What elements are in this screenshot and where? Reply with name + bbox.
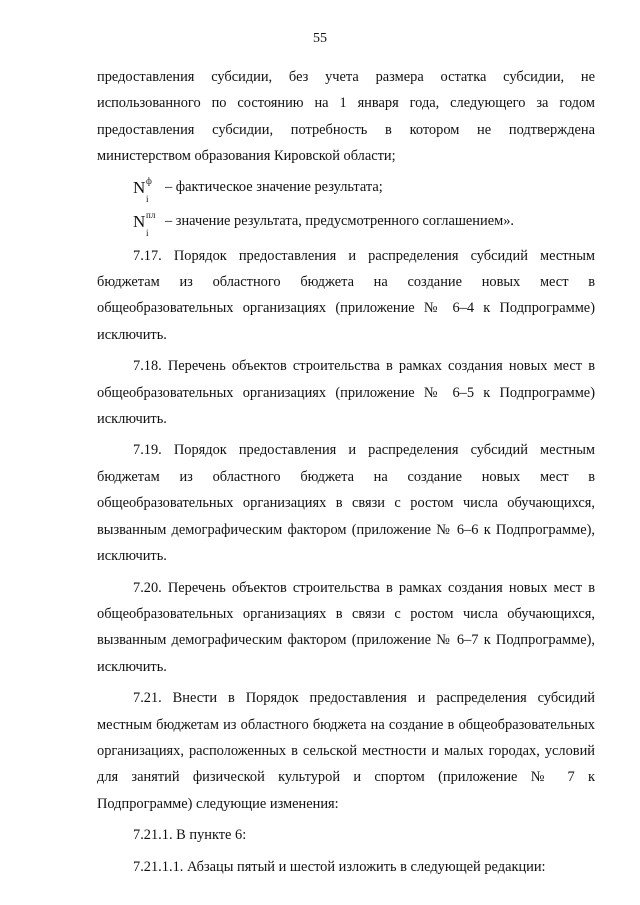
formula-description: – значение результата, предусмотренного соглашением». [165,213,514,230]
paragraph-7-17: 7.17. Порядок предоставления и распределения субсидий местным бюджетам из областного бюджета на создание новых мест в общеобразовательных организациях (приложение № 6–4 к Подпрограмме) исключить. [97,247,595,343]
intro-line-1: предоставления субсидии, без учета размера остатка субсидии, не [97,69,595,85]
intro-line-3: предоставления субсидии, потребность в котором не подтверждена [97,121,595,138]
paragraph-7-19: 7.19. Порядок предоставления и распределения субсидий местным бюджетам из областного бюджета на создание новых мест в общеобразовательных организациях в связи с ростом числа обучающихся, вызванным демографическим фактором (приложение № 6–6 к Подпрограмме), исключить. [97,442,595,565]
formula-description: – фактическое значение результата; [165,179,383,196]
paragraph-7-18: 7.18. Перечень объектов строительства в рамках создания новых мест в общеобразовательных организациях (приложение № 6–5 к Подпрограмме) исключить. [97,358,595,428]
paragraph-7-21-1-1: 7.21.1.1. Абзацы пятый и шестой изложить в следующей редакции: [133,858,546,875]
intro-line-2: использованного по состоянию на 1 января года, следующего за годом [97,95,595,112]
formula-actual [133,170,595,204]
intro-line-4: министерством образования Кировской области; [97,148,396,165]
paragraph-7-21: 7.21. Внести в Порядок предоставления и распределения субсидий местным бюджетам из областного бюджета на создание в общеобразовательных организациях, расположенных в сельской местности и малых городах, условий для занятий физической культурой и спортом (приложение № 7 к Подпрограмме) следующие изменения: [97,690,595,812]
formula-symbol: N пл i [133,209,156,238]
formula-planned [133,204,595,238]
page-number: 55 [313,31,327,46]
paragraph-7-20: 7.20. Перечень объектов строительства в рамках создания новых мест в общеобразовательных организациях в связи с ростом числа обучающихся, вызванным демографическим фактором (приложение № 6–7 к Подпрограмме), исключить. [97,579,595,675]
paragraph-7-21-1: 7.21.1. В пункте 6: [133,827,247,844]
formula-symbol: N ф i [133,175,152,204]
document-body [97,64,595,880]
